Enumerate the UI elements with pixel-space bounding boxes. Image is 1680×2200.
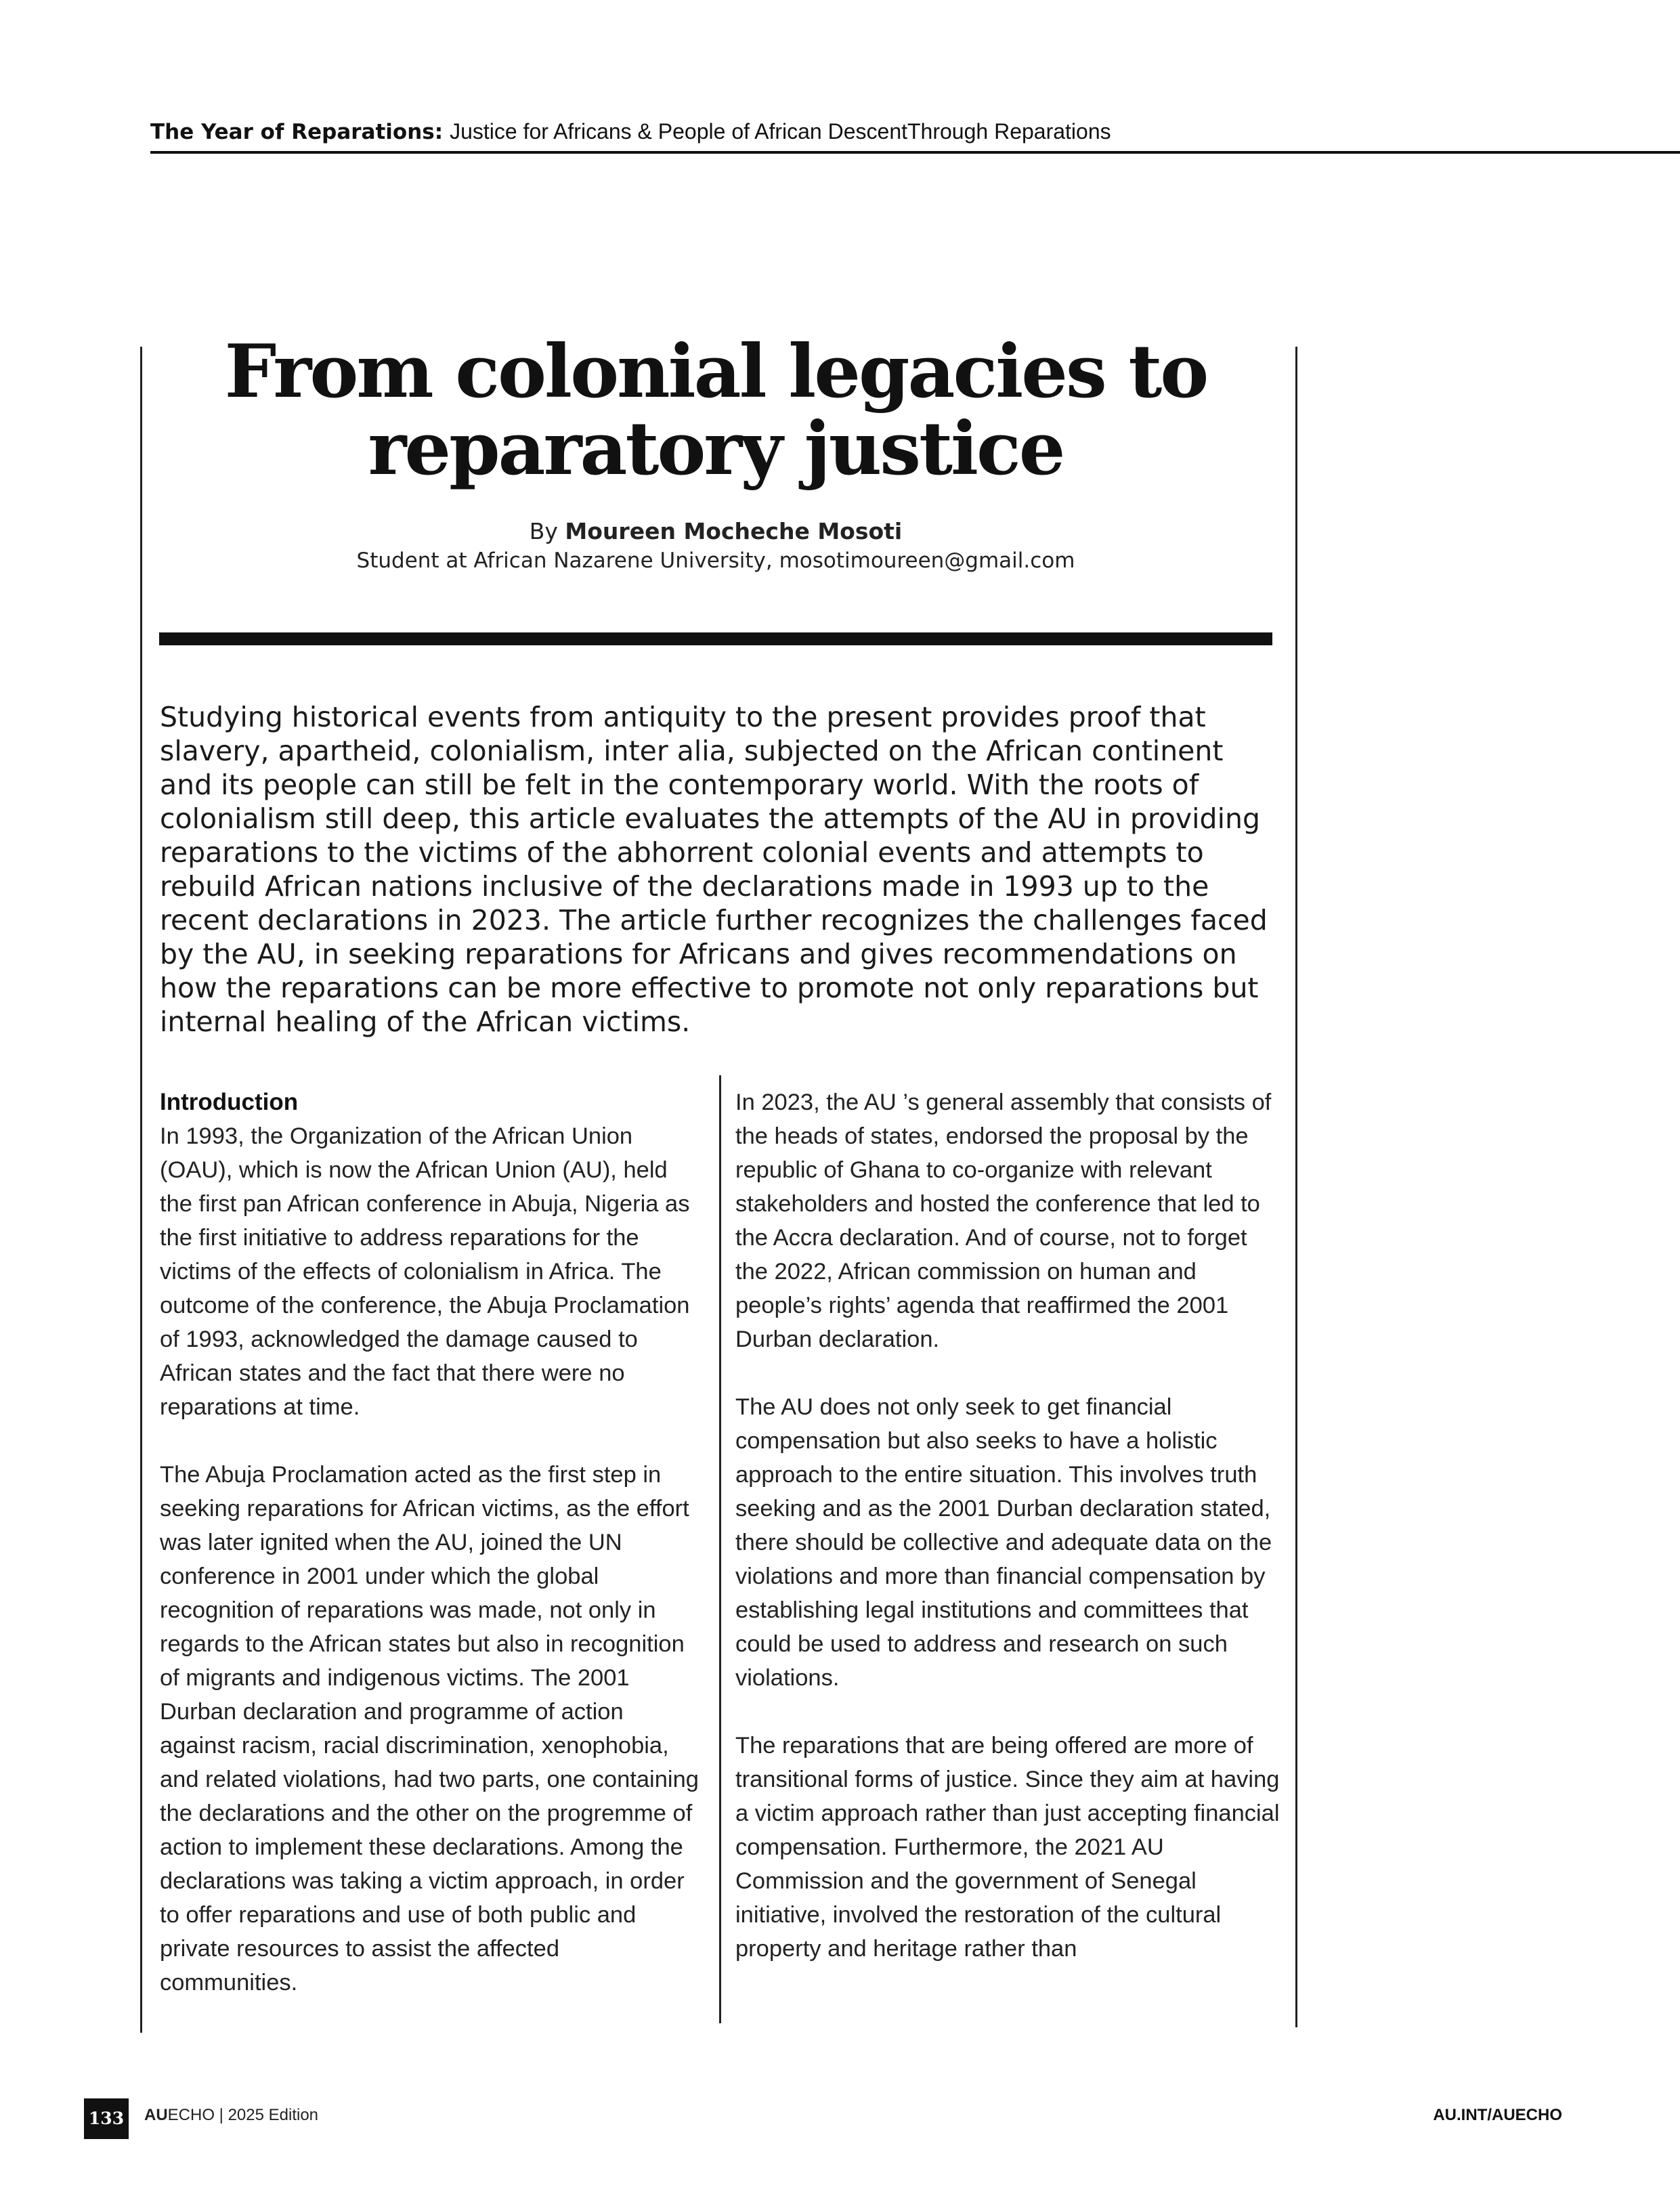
column-divider xyxy=(719,1075,721,2023)
article-abstract: Studying historical events from antiquity to the present provides proof that slavery, apartheid, colonialism, inter alia, subjected on the African continent and its people can still be felt in the contemporary world. With the roots of colonialism still deep, this article evaluates the attempts of the AU in providing reparations to the victims of the abhorrent colonial events and attempts to rebuild African nations inclusive of the declarations made in 1993 up to the recent declarations in 2023. The article further recognizes the challenges faced by the AU, in seeking reparations for Africans and gives recommendations on how the reparations can be more effective to promote not only reparations but internal healing of the African victims. xyxy=(160,701,1268,1038)
publication-edition: ECHO | 2025 Edition xyxy=(167,2106,319,2124)
body-paragraph: The reparations that are being offered are more of transitional forms of justice. Since they aim at having a victim approach rather than just accepting financial compensation. Furthermore, the 2021 AU Commission and the government of Senegal initiative, involved the restoration of the cultural property and heritage rather than xyxy=(735,1733,1280,1962)
series-title: The Year of Reparations: xyxy=(150,120,444,144)
footer-publication xyxy=(144,2106,318,2125)
body-paragraph: The AU does not only seek to get financial compensation but also seeks to have a holistic approach to the entire situation. This involves truth seeking and as the 2001 Durban declaration stated, there should be collective and adequate data on the violations and more than financial compensation by establishing legal institutions and committees that could be used to address and research on such violations. xyxy=(735,1394,1272,1691)
body-paragraph: In 2023, the AU ’s general assembly that consists of the heads of states, endorsed the proposal by the republic of Ghana to co-organize with relevant stakeholders and hosted the conference that led to the Accra declaration. And of course, not to forget the 2022, African commission on human and people’s rights’ agenda that reaffirmed the 2001 Durban declaration. xyxy=(735,1090,1272,1352)
body-paragraph: In 1993, the Organization of the African Union (OAU), which is now the African Union (AU), held the first pan African conference in Abuja, Nigeria as the first initiative to address reparations for the victims of the effects of colonialism in Africa. The outcome of the conference, the Abuja Proclamation of 1993, acknowledged the damage caused to African states and the fact that there were no reparations at time. xyxy=(160,1123,690,1420)
frame-left-rule xyxy=(140,347,142,2033)
author-affiliation: Student at African Nazarene University, mosotimoureen@gmail.com xyxy=(356,548,1075,573)
left-column xyxy=(160,1085,702,2033)
series-subtitle: Justice for Africans & People of African DescentThrough Reparations xyxy=(450,119,1111,144)
running-header xyxy=(150,119,1111,144)
right-column xyxy=(735,1085,1285,2000)
byline-prefix: By xyxy=(529,518,558,544)
page-number-badge: 133 xyxy=(84,2098,129,2139)
body-paragraph: The Abuja Proclamation acted as the first step in seeking reparations for African victims, as the effort was later ignited when the AU, joined the UN conference in 2001 under which the global recognition of reparations was made, not only in regards to the African states but also in recognition of migrants and indigenous victims. The 2001 Durban declaration and programme of action against racism, racial discrimination, xenophobia, and related violations, had two parts, one containing the declarations and the other on the progremme of action to implement these declarations. Among the declarations was taking a victim approach, in order to offer reparations and use of both public and private resources to assist the affected communities. xyxy=(160,1462,699,1996)
title-divider-rule xyxy=(159,632,1272,645)
byline xyxy=(160,518,1271,544)
frame-right-rule xyxy=(1295,347,1297,2027)
footer-website-link[interactable]: AU.INT/AUECHO xyxy=(1433,2106,1562,2124)
publication-name-bold: AU xyxy=(144,2106,168,2124)
header-rule xyxy=(150,151,1680,154)
section-heading-introduction: Introduction xyxy=(160,1089,299,1115)
author-name: Moureen Mocheche Mosoti xyxy=(565,518,903,544)
article-title: From colonial legacies to reparatory justice xyxy=(224,329,1207,492)
